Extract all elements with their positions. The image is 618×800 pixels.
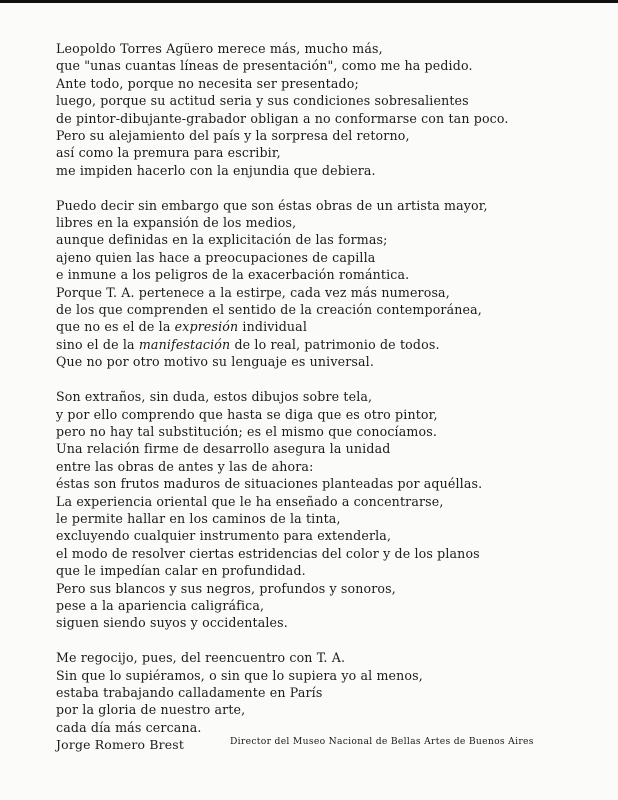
text-line: Leopoldo Torres Agüero merece más, mucho más, <box>56 41 383 56</box>
signature-block <box>56 734 566 753</box>
text-line: el modo de resolver ciertas estridencias del color y de los planos <box>56 545 480 561</box>
text-line: que "unas cuantas líneas de presentación", como me ha pedido. <box>56 58 473 74</box>
text-line: aunque definidas en la explicitación de las formas; <box>56 232 388 248</box>
text-line: por la gloria de nuestro arte, <box>56 702 246 718</box>
stanza-3 <box>56 388 596 632</box>
text-line: luego, porque su actitud seria y sus condiciones sobresalientes <box>56 93 469 109</box>
text-line: Sin que lo supiéramos, o sin que lo supiera yo al menos, <box>56 667 423 683</box>
text-line: Ante todo, porque no necesita ser presentado; <box>56 75 359 91</box>
emphasized-word: expresión <box>174 319 239 335</box>
text-line: que le impedían calar en profundidad. <box>56 563 306 579</box>
text-line-with-emphasis: sino el de la manifestación de lo real, patrimonio de todos. <box>56 336 440 352</box>
text-line: me impiden hacerlo con la enjundia que debiera. <box>56 162 376 178</box>
text-line: le permite hallar en los caminos de la tinta, <box>56 510 341 526</box>
text-line-with-emphasis: que no es el de la expresión individual <box>56 319 307 335</box>
text-line: libres en la expansión de los medios, <box>56 215 297 231</box>
text-line: cada día más cercana. <box>56 719 202 735</box>
page-top-edge <box>0 0 618 3</box>
text-line: y por ello comprendo que hasta se diga que es otro pintor, <box>56 406 438 422</box>
poem-text <box>56 40 596 754</box>
text-line: Puedo decir sin embargo que son éstas obras de un artista mayor, <box>56 197 488 213</box>
text-line: estaba trabajando calladamente en París <box>56 684 323 700</box>
text-line: Que no por otro motivo su lenguaje es universal. <box>56 354 374 370</box>
text-line: éstas son frutos maduros de situaciones planteadas por aquéllas. <box>56 476 483 492</box>
stanza-2 <box>56 197 596 371</box>
text-line: Porque T. A. pertenece a la estirpe, cada vez más numerosa, <box>56 284 450 300</box>
text-line: siguen siendo suyos y occidentales. <box>56 615 288 631</box>
text-line: Son extraños, sin duda, estos dibujos sobre tela, <box>56 389 373 405</box>
stanza-4 <box>56 649 596 736</box>
stanza-1 <box>56 40 596 179</box>
text-line: e inmune a los peligros de la exacerbación romántica. <box>56 267 410 283</box>
text-line: Pero su alejamiento del país y la sorpresa del retorno, <box>56 128 410 144</box>
text-line: pero no hay tal substitución; es el mismo que conocíamos. <box>56 423 437 439</box>
author-title: Director del Museo Nacional de Bellas Artes de Buenos Aires <box>230 736 534 747</box>
author-name: Jorge Romero Brest <box>56 737 185 752</box>
text-line: ajeno quien las hace a preocupaciones de capilla <box>56 249 376 265</box>
text-line: Me regocijo, pues, del reencuentro con T. A. <box>56 650 346 666</box>
text-line: de los que comprenden el sentido de la creación contemporánea, <box>56 302 482 318</box>
text-line: pese a la apariencia caligráfica, <box>56 597 265 613</box>
text-line: así como la premura para escribir, <box>56 145 281 161</box>
text-line: Una relación firme de desarrollo asegura la unidad <box>56 441 391 457</box>
text-line: Pero sus blancos y sus negros, profundos y sonoros, <box>56 580 396 596</box>
emphasized-word: manifestación <box>138 336 231 352</box>
text-line: excluyendo cualquier instrumento para extenderla, <box>56 528 392 544</box>
text-line: de pintor-dibujante-grabador obligan a no conformarse con tan poco. <box>56 110 509 126</box>
text-line: La experiencia oriental que le ha enseñado a concentrarse, <box>56 493 444 509</box>
text-line: entre las obras de antes y las de ahora: <box>56 458 314 474</box>
